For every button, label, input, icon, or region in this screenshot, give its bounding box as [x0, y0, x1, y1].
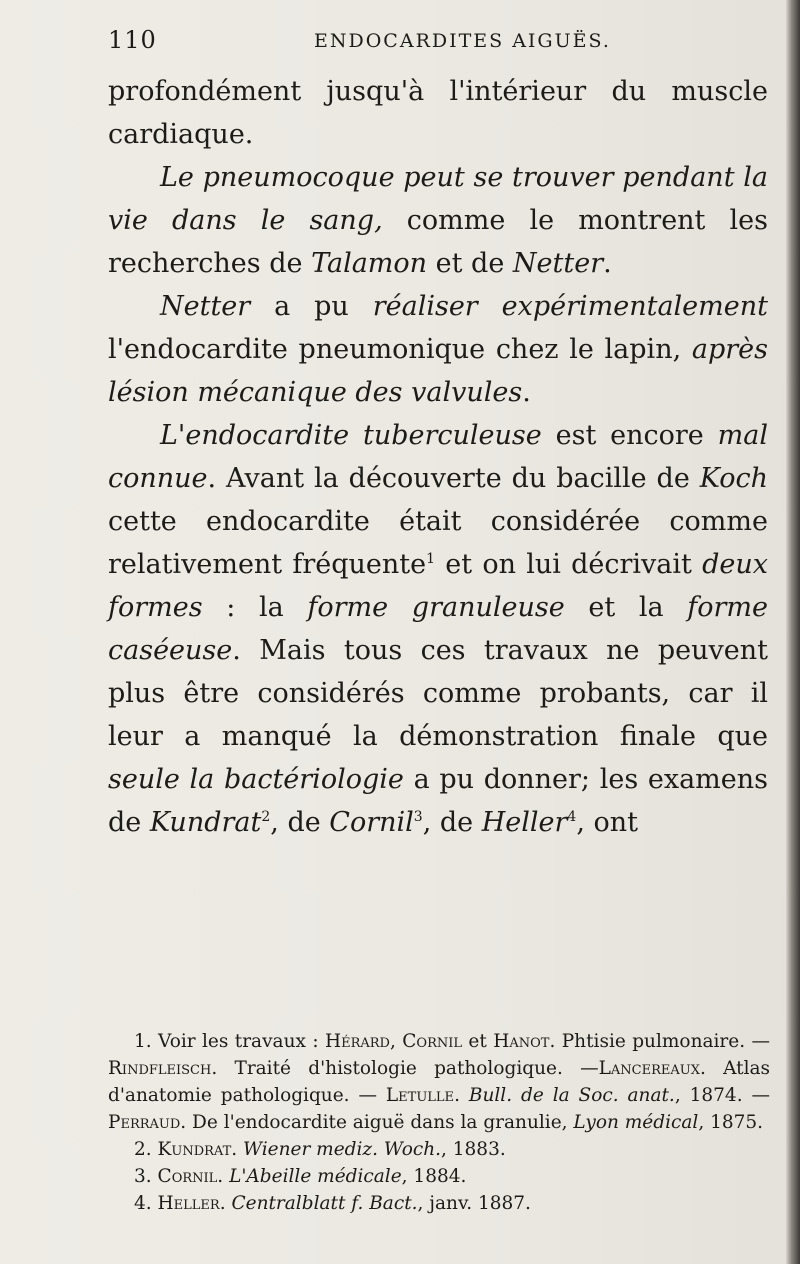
fn1-e: . Phtisie pulmonaire. — [549, 1031, 771, 1052]
p4-italic-m: forme caséeuse [108, 592, 769, 666]
p4-text-v: , de [422, 807, 482, 838]
p2-text-d: et de [427, 248, 513, 279]
footnote-2 [108, 1136, 770, 1163]
author-kundrat: Kundrat [149, 807, 262, 838]
page-edge-shadow [786, 0, 800, 1264]
p4-italic-a: L'endocardite tuberculeuse [160, 420, 542, 451]
p3-italic-e: après lésion mécanique des valvules [108, 334, 768, 408]
p2-text-b: comme le montrent les recherches de [108, 205, 768, 279]
author-koch: Koch [699, 463, 768, 494]
fn3-c: . [217, 1166, 230, 1187]
paragraph-2 [108, 156, 768, 285]
running-title: ENDOCARDITES AIGUËS. [314, 30, 611, 52]
author-netter: Netter [512, 248, 604, 279]
fn1-d: Hanot [493, 1031, 550, 1052]
author-heller: Heller [481, 807, 568, 838]
p4-italic-i: deux formes [108, 549, 768, 623]
fn1-n: Perraud [108, 1112, 181, 1133]
footnote-3 [108, 1163, 770, 1190]
fn3-b: Cornil [157, 1166, 218, 1187]
footnote-ref-1[interactable]: 1 [426, 551, 436, 567]
p3-italic-c: réaliser expérimentalement [372, 291, 768, 322]
fn1-p: Lyon médical [573, 1112, 699, 1133]
fn4-d: Centralblatt f. Bact. [231, 1193, 418, 1214]
page-number: 110 [108, 26, 157, 54]
p3-text-b: a pu [250, 291, 373, 322]
fn1-g: . Traité d'histologie pathologique. — [211, 1058, 599, 1079]
p4-text-p: a pu donner; les examens de [108, 764, 768, 838]
page-header [108, 18, 768, 58]
fn4-e: , janv. 1887. [417, 1193, 531, 1214]
fn1-l: Bull. de la Soc. anat. [468, 1085, 675, 1106]
fn1-a: 1. Voir les travaux : [134, 1031, 325, 1052]
fn1-k: . [454, 1085, 469, 1106]
fn2-a: 2. [134, 1139, 158, 1160]
author-cornil: Cornil [329, 807, 414, 838]
fn4-b: Heller [157, 1193, 220, 1214]
p2-text-f: . [603, 248, 612, 279]
p3-text-d: l'endocardite pneumonique chez le lapin, [108, 334, 692, 365]
fn4-a: 4. [134, 1193, 158, 1214]
p4-italic-c: mal connue [108, 420, 768, 494]
body-text [108, 70, 768, 844]
footnote-ref-3[interactable]: 3 [413, 809, 423, 825]
p4-text-l: et la [564, 592, 688, 623]
fn2-d: Wiener mediz. Woch. [243, 1139, 441, 1160]
p3-netter: Netter [160, 291, 251, 322]
p4-text-n: . Mais tous ces travaux ne peuvent plus être considérés comme probants, car il leur a manqué la démonstration finale que [108, 635, 768, 752]
author-talamon: Talamon [311, 248, 428, 279]
fn2-e: , 1883. [441, 1139, 506, 1160]
p4-text-d: . Avant la découverte du bacille de [207, 463, 700, 494]
footnote-ref-2[interactable]: 2 [261, 809, 271, 825]
fn1-c: et [462, 1031, 494, 1052]
p4-text-y: , ont [576, 807, 638, 838]
p4-text-h: et on lui décrivait [435, 549, 703, 580]
fn1-b: Hérard, Cornil [324, 1031, 463, 1052]
fn3-a: 3. [134, 1166, 158, 1187]
fn3-d: L'Abeille médicale [229, 1166, 402, 1187]
p4-text-f: cette endocardite était considérée comme relativement fréquente [108, 506, 768, 580]
p2-italic-a: Le pneumocoque peut se trouver pendant la vie dans le sang, [108, 162, 768, 236]
p4-text-j: : la [202, 592, 308, 623]
fn2-c: . [231, 1139, 244, 1160]
p4-text-s: , de [270, 807, 330, 838]
fn2-b: Kundrat [157, 1139, 232, 1160]
paragraph-4 [108, 414, 768, 844]
p4-italic-o: seule la bactériologie [108, 764, 404, 795]
footnote-4 [108, 1190, 770, 1217]
footnote-1 [108, 1028, 770, 1136]
paragraph-3 [108, 285, 768, 414]
fn1-q: , 1875. [698, 1112, 764, 1133]
fn4-c: . [219, 1193, 232, 1214]
fn1-m: , 1874. — [674, 1085, 770, 1106]
footnotes [108, 1028, 770, 1217]
fn1-f: Rindfleisch [108, 1058, 212, 1079]
fn3-e: , 1884. [401, 1166, 467, 1187]
paragraph-1: profondément jusqu'à l'intérieur du muscle cardiaque. [108, 76, 768, 150]
fn1-j: Letulle [385, 1085, 455, 1106]
fn1-o: . De l'endocardite aiguë dans la granulie, [180, 1112, 574, 1133]
fn1-i: . Atlas d'anatomie pathologique. — [108, 1058, 771, 1106]
footnote-ref-4[interactable]: 4 [567, 809, 577, 825]
fn1-h: Lancereaux [598, 1058, 700, 1079]
p3-text-f: . [522, 377, 531, 408]
p4-text-b: est encore [541, 420, 718, 451]
p4-italic-k: forme granuleuse [307, 592, 565, 623]
